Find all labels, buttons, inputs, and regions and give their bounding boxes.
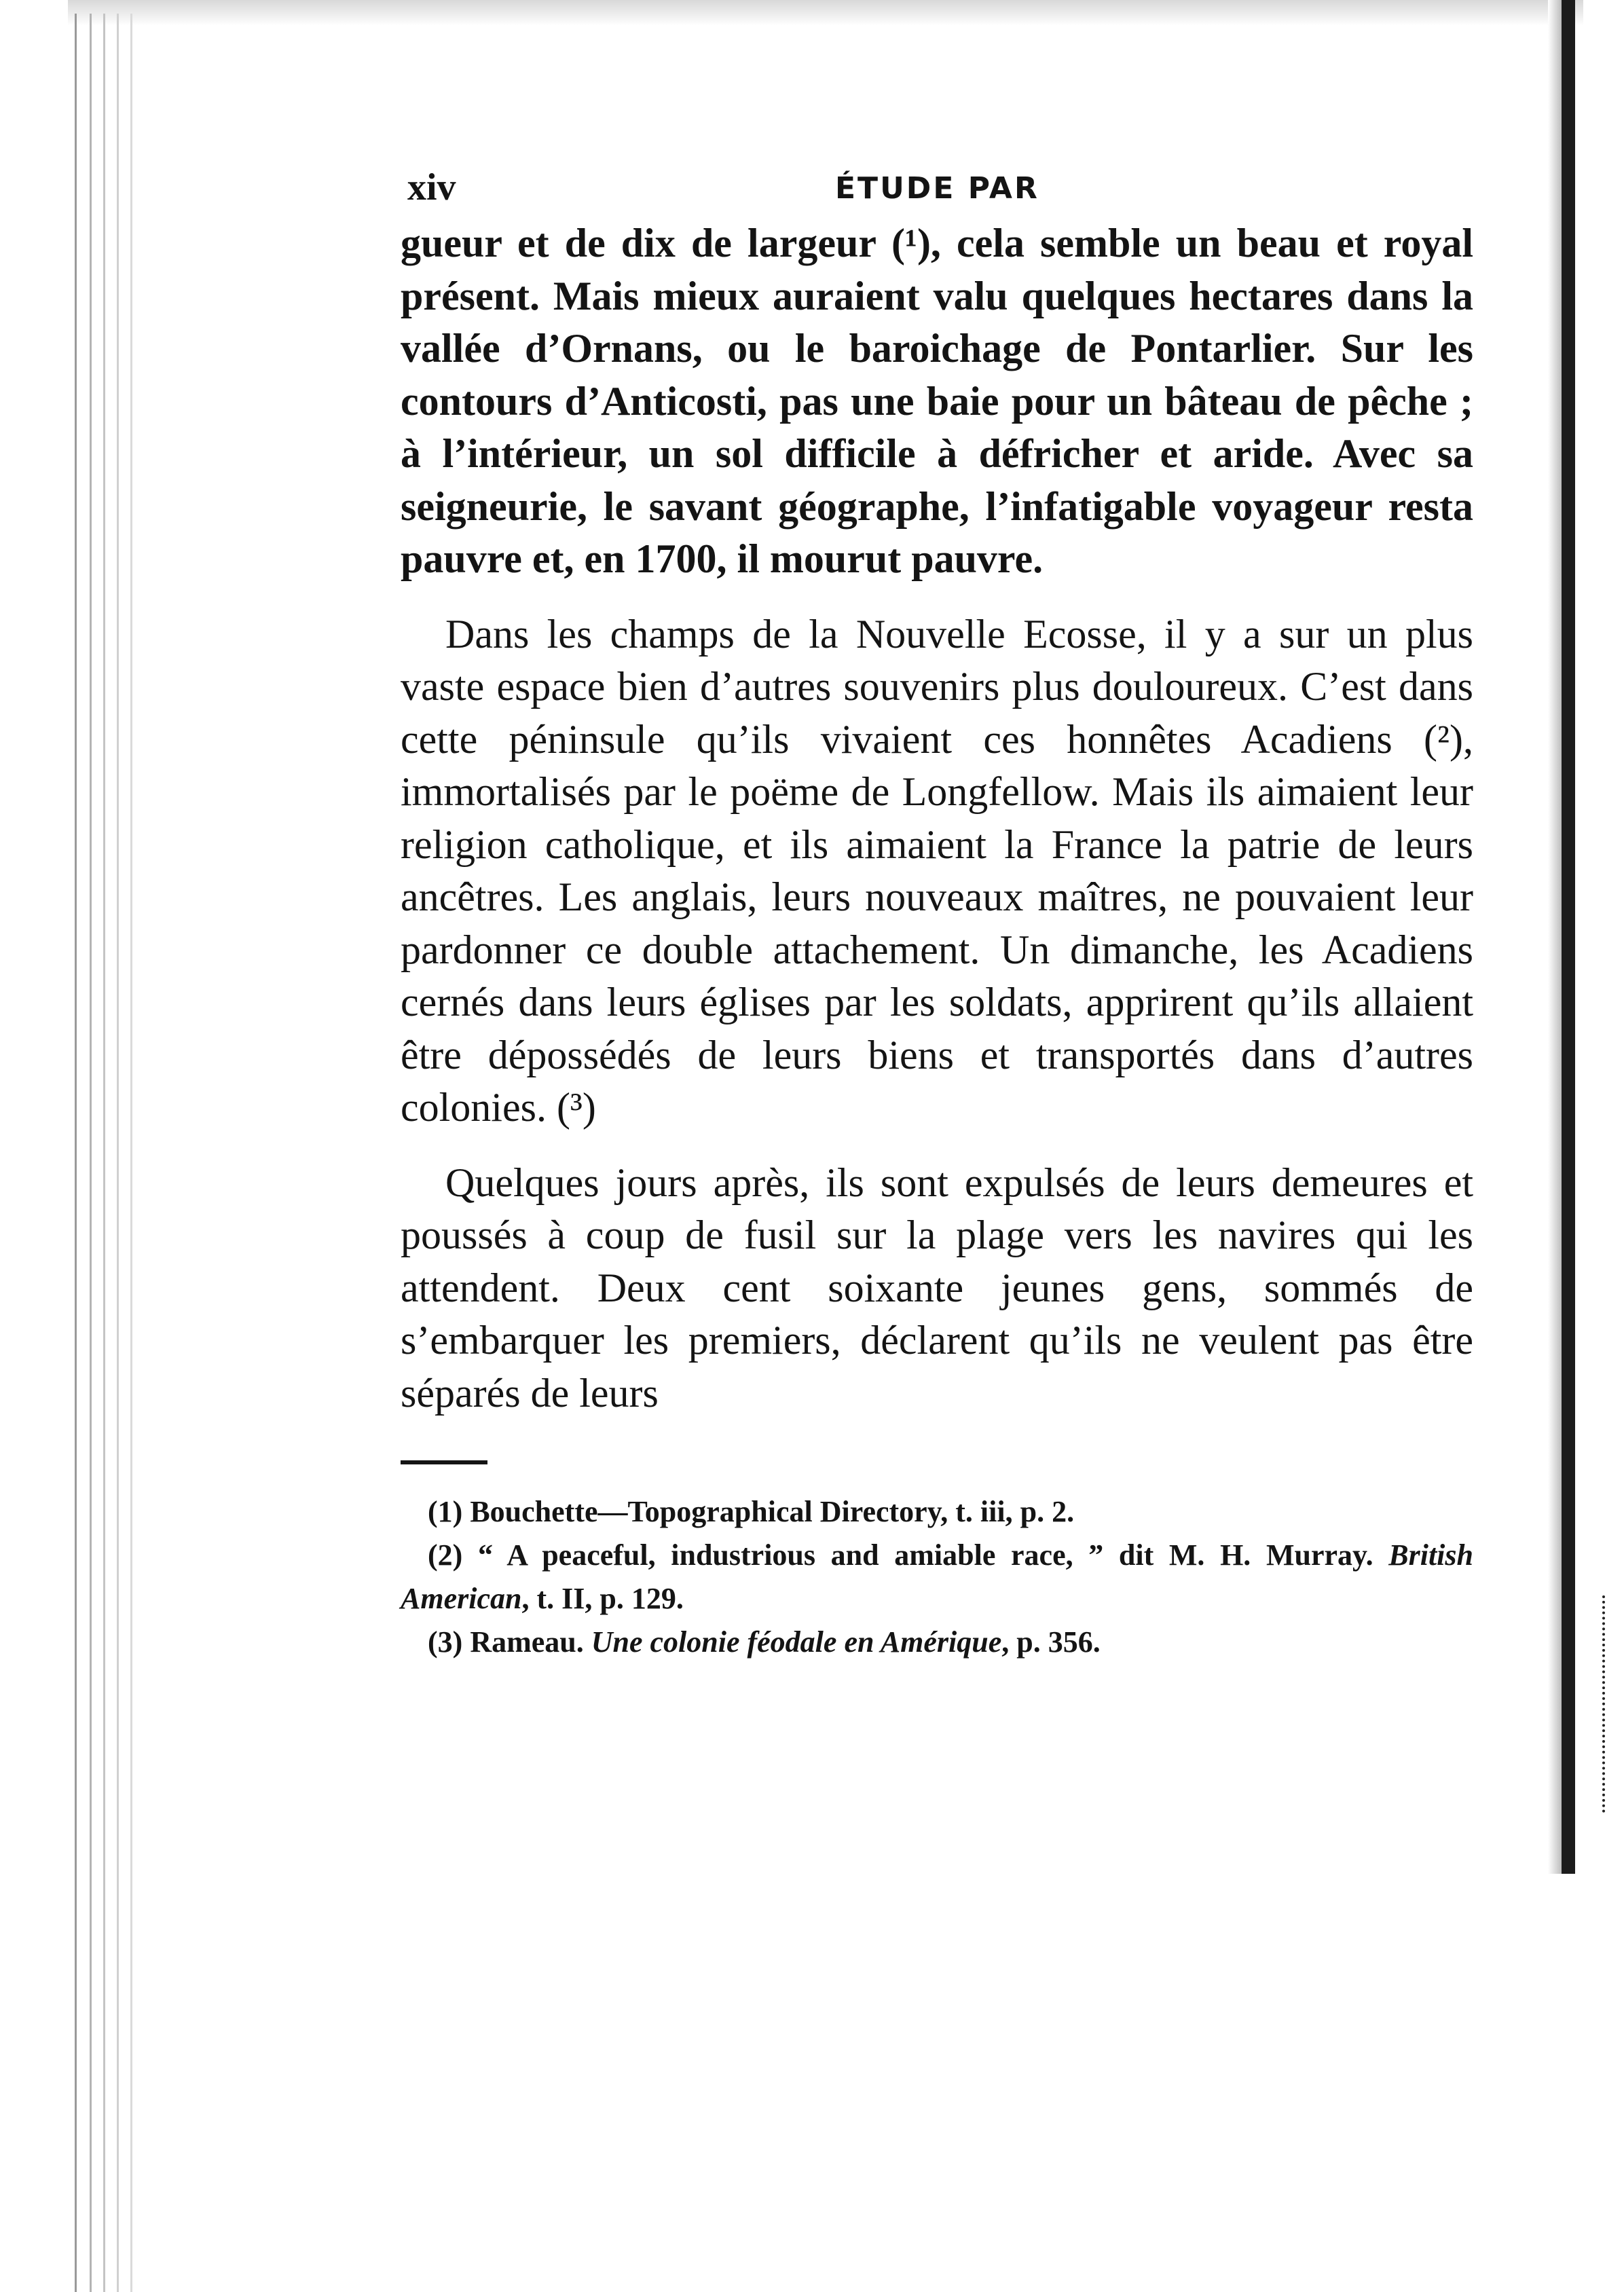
footnote-marker: (2)	[428, 1538, 463, 1572]
running-head	[401, 136, 1473, 217]
page-content	[401, 136, 1473, 1664]
footnote-source-ref: , p. 356.	[1001, 1625, 1101, 1659]
paragraph: Quelques jours après, ils sont expulsés de leurs demeures et poussés à coup de fusil sur la plage vers les navires qui les attendent. Deux cent soixante jeunes gens, sommés de s’embarquer les premiers, déclarent qu’ils ne veulent pas être séparés de leurs	[401, 1160, 1473, 1416]
body-text	[401, 217, 1473, 1420]
footnote-text: Bouchette—Topographical Directory, t. iii, p. 2.	[470, 1495, 1075, 1528]
page-edge	[90, 14, 92, 2292]
page-edge	[75, 14, 77, 2292]
footnote-marker: (3)	[428, 1625, 463, 1659]
footnote-author: Rameau.	[470, 1625, 584, 1659]
paragraph: gueur et de dix de largeur (¹), cela semble un beau et royal présent. Mais mieux auraient valu quelques hectares dans la vallée d’Ornans, ou le baroichage de Pontarlier. Sur les contours d’Anticosti, pas une baie pour un bâteau de pêche ; à l’intérieur, un sol difficile à défricher et aride. Avec sa seigneurie, le savant géographe, l’infatigable voyageur resta pauvre et, en 1700, il mourut pauvre.	[401, 221, 1473, 581]
footnote-text: “ A peaceful, industrious and amiable race, ” dit M. H.	[477, 1538, 1251, 1572]
footnotes	[401, 1490, 1473, 1664]
paragraph: Dans les champs de la Nouvelle Ecosse, il y a sur un plus vaste espace bien d’autres souvenirs plus douloureux. C’est dans cette péninsule qu’ils vivaient ces honnêtes Acadiens (²), immortalisés par le poëme de Longfellow. Mais ils aimaient leur religion catholique, et ils aimaient la France la patrie de leurs ancêtres. Les anglais, leurs nouveaux maîtres, ne pouvaient leur pardonner ce double attachement. Un dimanche, les Acadiens cernés dans leurs églises par les soldats, apprirent qu’ils allaient être dépossédés de leurs biens et transportés dans d’autres colonies. (³)	[401, 611, 1473, 1130]
footnote-source-title: British American	[401, 1538, 1474, 1615]
page-top-shadow	[68, 0, 1583, 26]
footnote-rule	[401, 1460, 487, 1464]
footnote-1	[401, 1490, 1473, 1534]
footnote-marker: (1)	[428, 1495, 463, 1528]
book-binding	[1562, 0, 1575, 1874]
binding-shadow	[1548, 0, 1562, 1874]
footnote-source-ref: , t. II, p. 129.	[521, 1582, 684, 1615]
page-edge	[103, 14, 105, 2292]
page-edge	[130, 14, 132, 2292]
page-number: xiv	[407, 166, 456, 208]
page-edge	[117, 14, 119, 2292]
footnote-3	[401, 1621, 1473, 1664]
footnote-2	[401, 1534, 1473, 1621]
binding-marks	[1602, 1595, 1614, 1813]
footnote-author: Murray.	[1266, 1538, 1373, 1572]
running-title: ÉTUDE PAR	[835, 171, 1039, 206]
footnote-source-title: Une colonie féodale en Amérique	[591, 1625, 1002, 1659]
